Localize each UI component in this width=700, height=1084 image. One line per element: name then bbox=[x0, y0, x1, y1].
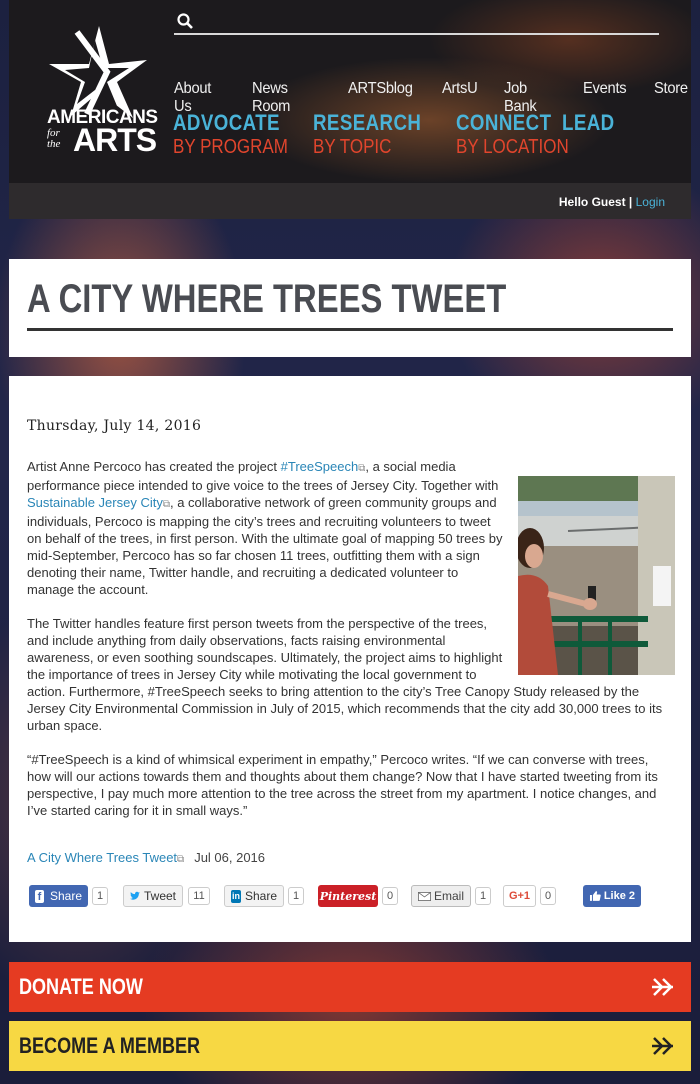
external-link-icon: ⧉ bbox=[162, 499, 170, 510]
double-chevron-right-icon bbox=[651, 1034, 677, 1058]
nav-news-room[interactable]: News Room bbox=[251, 80, 291, 115]
linkedin-share-button[interactable] bbox=[224, 885, 284, 907]
title-card bbox=[9, 259, 691, 357]
post-date: Thursday, July 14, 2016 bbox=[27, 418, 202, 434]
tweet-label: Tweet bbox=[143, 889, 176, 903]
double-chevron-right-icon bbox=[651, 975, 677, 999]
page-title: A CITY WHERE TREES TWEET bbox=[27, 277, 673, 331]
nav-lead[interactable]: LEAD bbox=[562, 110, 615, 135]
google-plus-count: 0 bbox=[540, 887, 556, 905]
share-bar bbox=[29, 885, 679, 907]
article-paragraph-1: Artist Anne Percoco has created the project #TreeSpeech⧉, a social media performance piece intended to give voice to the trees of Jersey City. Together with Sustainable Jersey City⧉, a collaborative network of green community groups and individuals, Percoco is mapping the city’s trees and recruiting volunteers to tweet on behalf of the trees, in first person. With the ultimate goal of mapping 50 trees by mid-September, Percoco has so far chosen 11 trees, outfitting them with a sign denoting their name, Twitter handle, and recruiting a dedicated volunteer to manage the account. bbox=[27, 459, 503, 597]
logo-wordmark-americans: AMERICANS bbox=[47, 107, 158, 128]
donate-now-button[interactable] bbox=[9, 962, 691, 1012]
facebook-share-label: Share bbox=[49, 889, 82, 903]
external-link-icon: ⧉ bbox=[358, 463, 366, 474]
nav-connect[interactable]: CONNECT bbox=[456, 110, 552, 135]
pillar-nav bbox=[173, 110, 650, 159]
treespeech-link[interactable]: #TreeSpeech⧉ bbox=[280, 459, 366, 474]
login-link[interactable]: Login bbox=[635, 195, 665, 209]
twitter-icon bbox=[130, 890, 140, 902]
article-card bbox=[9, 376, 691, 942]
source-date: Jul 06, 2016 bbox=[194, 850, 266, 865]
pinterest-button[interactable]: Pinterest bbox=[318, 885, 378, 907]
article-photo bbox=[518, 476, 675, 675]
source-link[interactable]: A City Where Trees Tweet⧉ bbox=[27, 850, 185, 865]
article-paragraph-3: “#TreeSpeech is a kind of whimsical experiment in empathy,” Percoco writes. “If we can converse with trees, how will our actions towards them and thoughts about them change? Now that I have started tweeting from its perspective, I pay much more attention to the tree across the street from my apartment. I notice changes, and I’ve started caring for it in small ways.” bbox=[27, 752, 658, 818]
thumbs-up-icon bbox=[589, 890, 601, 902]
linkedin-share-label: Share bbox=[244, 889, 277, 903]
become-a-member-label: BECOME A MEMBER bbox=[19, 1033, 201, 1058]
tweet-button[interactable] bbox=[123, 885, 183, 907]
nav-advocate[interactable]: ADVOCATE bbox=[173, 110, 280, 135]
user-greeting bbox=[559, 195, 665, 209]
linkedin-share-count: 1 bbox=[288, 887, 304, 905]
nav-by-topic[interactable]: BY TOPIC bbox=[313, 136, 392, 158]
nav-artsblog[interactable]: ARTSblog bbox=[347, 80, 413, 97]
facebook-like-label: Like 2 bbox=[603, 890, 635, 902]
search-input[interactable] bbox=[202, 12, 652, 32]
photo-illustration bbox=[518, 476, 675, 675]
search-icon[interactable] bbox=[177, 13, 193, 29]
nav-store[interactable]: Store bbox=[654, 80, 689, 97]
site-header bbox=[9, 0, 691, 183]
greeting-separator: | bbox=[628, 195, 633, 209]
pillar-advocate bbox=[173, 110, 288, 159]
source-row bbox=[27, 850, 265, 865]
nav-artsu[interactable]: ArtsU bbox=[441, 80, 478, 97]
tweet-count: 11 bbox=[188, 887, 210, 905]
article-body bbox=[27, 458, 675, 836]
email-icon bbox=[418, 891, 431, 902]
greeting-text: Hello Guest bbox=[558, 195, 626, 209]
pinterest-count: 0 bbox=[382, 887, 398, 905]
become-a-member-button[interactable] bbox=[9, 1021, 691, 1071]
email-share-label: Email bbox=[433, 889, 464, 903]
email-share-button[interactable] bbox=[411, 885, 471, 907]
nav-research[interactable]: RESEARCH bbox=[313, 110, 422, 135]
logo-wordmark-for-the: for the bbox=[47, 127, 61, 150]
user-bar bbox=[9, 183, 691, 219]
nav-by-location[interactable]: BY LOCATION bbox=[456, 136, 569, 158]
donate-now-label: DONATE NOW bbox=[19, 974, 143, 999]
article-paragraph-2: The Twitter handles feature first person tweets from the perspective of the trees, and include anything from daily observations, facts raising environmental awareness, or even soothing soundscapes. Ultimately, the project aims to highlight the importance of trees in Jersey City while motivating the local government to action. Furthermore, #TreeSpeech seeks to bring attention to the city’s Tree Canopy Study released by the Jersey City Environmental Commission in July of 2015, which recommends that the city add 30,000 trees to its urban space. bbox=[27, 616, 663, 733]
pillar-lead bbox=[562, 110, 622, 159]
logo-wordmark-arts: ARTS bbox=[73, 122, 157, 158]
nav-about-us[interactable]: About Us bbox=[174, 80, 212, 115]
nav-job-bank[interactable]: Job Bank bbox=[504, 80, 537, 115]
sustainable-jersey-city-link[interactable]: Sustainable Jersey City⧉ bbox=[27, 495, 170, 510]
facebook-share-button[interactable] bbox=[29, 885, 88, 907]
external-link-icon: ⧉ bbox=[177, 854, 185, 865]
facebook-icon: f bbox=[35, 890, 44, 903]
facebook-like-button[interactable] bbox=[583, 885, 641, 907]
linkedin-icon: in bbox=[231, 890, 240, 901]
facebook-share-count: 1 bbox=[92, 887, 108, 905]
nav-by-program[interactable]: BY PROGRAM bbox=[173, 136, 288, 158]
google-plus-button[interactable]: G+1 bbox=[503, 885, 536, 907]
email-share-count: 1 bbox=[475, 887, 491, 905]
search-bar bbox=[174, 10, 659, 35]
nav-events[interactable]: Events bbox=[583, 80, 627, 97]
pillar-research bbox=[313, 110, 428, 159]
pillar-connect bbox=[456, 110, 569, 159]
